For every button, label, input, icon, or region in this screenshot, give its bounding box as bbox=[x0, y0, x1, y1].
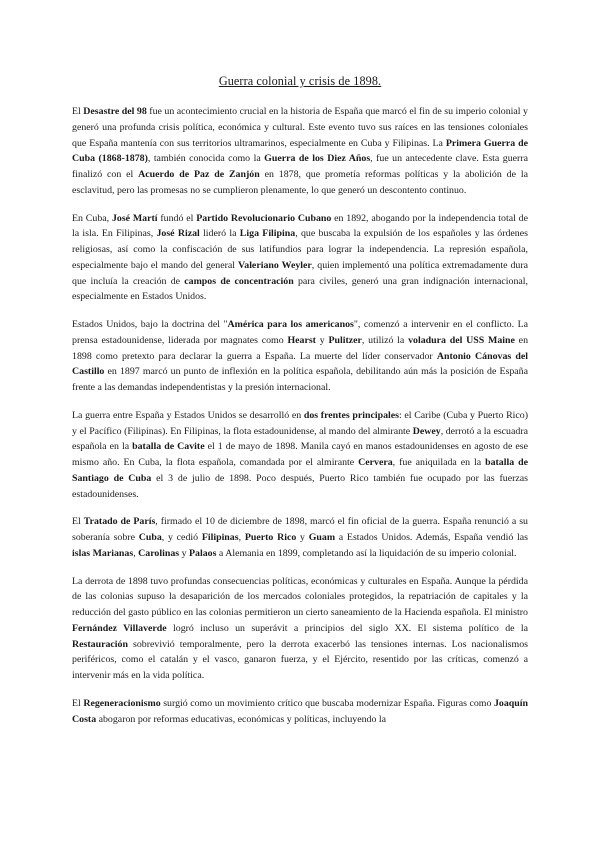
text-run: El bbox=[72, 697, 84, 709]
bold-term: Puerto Rico bbox=[244, 532, 297, 543]
bold-term: dos frentes principales bbox=[303, 409, 399, 421]
text-run: para civiles, generó una gran indignación internacional, especialmente en Estados Unidos. bbox=[72, 275, 528, 303]
text-run: a Estados Unidos. Además, España vendió las bbox=[335, 532, 529, 543]
bold-term: Guam bbox=[308, 532, 336, 543]
text-run: : el Caribe (Cuba y Puerto Rico) y el Pacífico (Filipinas). En Filipinas, la flota estadounidense, al mando del almirante bbox=[72, 409, 529, 437]
text-run: en 1898 como pretexto para declarar la guerra a España. La muerte del líder conservador bbox=[72, 334, 529, 362]
text-run: La guerra entre España y Estados Unidos se desarrolló en bbox=[72, 409, 304, 421]
bold-term: Tratado de París bbox=[83, 516, 156, 528]
bold-term: Cuba bbox=[138, 532, 162, 543]
bold-term: Filipinas bbox=[201, 532, 239, 543]
paragraph-5 bbox=[72, 514, 528, 561]
text-run: En Cuba, bbox=[72, 212, 112, 224]
bold-term: campos de concentración bbox=[184, 275, 294, 287]
page-title: Guerra colonial y crisis de 1898. bbox=[218, 74, 382, 88]
bold-term: Palaos bbox=[188, 547, 217, 559]
text-run: surgió como un movimiento crítico que buscaba modernizar España. Figuras como bbox=[160, 697, 494, 709]
bold-term: Regeneracionismo bbox=[83, 697, 161, 709]
text-run: , y cedió bbox=[161, 532, 202, 543]
text-run: , utilizó la bbox=[361, 334, 409, 346]
paragraph-4 bbox=[72, 408, 528, 503]
text-run: y bbox=[315, 334, 329, 346]
bold-term: América para los americanos bbox=[227, 319, 354, 330]
bold-term: Partido Revolucionario Cubano bbox=[196, 212, 332, 224]
text-run: fundó el bbox=[157, 212, 197, 224]
bold-term: Acuerdo de Paz de Zanjón bbox=[138, 169, 260, 180]
text-run: abogaron por reformas educativas, económicas y políticas, incluyendo la bbox=[96, 713, 386, 725]
paragraph-7 bbox=[72, 696, 528, 728]
text-run: ", comenzó a intervenir en el conflicto. La prensa estadounidense, liderada por magnates como bbox=[72, 319, 529, 346]
text-run: en 1878, que prometía reformas políticas y la abolición de la esclavitud, pero las promesas no se cumplieron plenamente, lo que generó un descontento continuo. bbox=[72, 169, 528, 196]
text-run: , fue aniquilada en la bbox=[392, 457, 486, 468]
paragraph-1 bbox=[72, 104, 528, 199]
text-run: , quien implementó una política extremadamente dura que incluía la creación de bbox=[72, 259, 529, 287]
bold-term: Primera Guerra de Cuba (1868-1878) bbox=[72, 137, 528, 165]
bold-term: Liga Filipina bbox=[239, 228, 296, 240]
text-run: el 3 de julio de 1898. Poco después, Puerto Rico también fue ocupado por las fuerzas estadounidenses. bbox=[72, 472, 528, 500]
bold-term: Joaquín Costa bbox=[72, 697, 528, 725]
text-run: El bbox=[72, 516, 84, 528]
text-run: logró incluso un superávit a principios del siglo XX. El sistema político de la bbox=[166, 622, 528, 634]
bold-term: Pulitzer bbox=[328, 334, 362, 346]
text-run: en 1892, abogando por la independencia total de la isla. En Filipinas, bbox=[72, 212, 529, 240]
text-run: en 1897 marcó un punto de inflexión en la política española, debilitando aún más la posición de España frente a las demandas independentistas y la presión internacional. bbox=[72, 366, 528, 393]
bold-term: Valeriano Weyler bbox=[238, 259, 312, 271]
text-run: , bbox=[238, 532, 245, 543]
paragraph-2 bbox=[72, 211, 528, 306]
text-run: , también conocida como la bbox=[147, 153, 265, 165]
text-run: fue un acontecimiento crucial en la historia de España que marcó el fin de su imperio colonial y generó una profunda crisis política, económica y cultural. Este evento tuvo sus raíces en las tensiones coloniales que España mantenía con sus territorios ultramarinos, especialmente en Cuba y Filipinas. La bbox=[72, 106, 528, 149]
text-run: , derrotó a la escuadra española en la bbox=[72, 425, 528, 453]
text-run: lideró la bbox=[199, 228, 240, 240]
bold-term: Dewey bbox=[412, 425, 441, 437]
document-body bbox=[72, 104, 528, 739]
text-run: y bbox=[179, 547, 189, 559]
bold-term: Cervera bbox=[358, 457, 393, 468]
bold-term: batalla de Santiago de Cuba bbox=[72, 457, 528, 484]
bold-term: Desastre del 98 bbox=[83, 106, 147, 117]
bold-term: batalla de Cavite bbox=[132, 441, 205, 453]
bold-term: José Martí bbox=[111, 212, 158, 224]
text-run: , que buscaba la expulsión de los españoles y las órdenes religiosas, así como la confiscación de sus latifundios para lograr la independencia. La represión española, especialmente bajo el mando del general bbox=[72, 228, 528, 271]
bold-term: Hearst bbox=[287, 334, 316, 346]
paragraph-6 bbox=[72, 574, 528, 684]
bold-term: islas Marianas bbox=[72, 547, 134, 559]
text-run: , fue un antecedente clave. Esta guerra finalizó con el bbox=[72, 153, 528, 180]
text-run: , firmado el 10 de diciembre de 1898, marcó el fin oficial de la guerra. España renunció a su soberanía sobre bbox=[72, 516, 528, 543]
text-run: Estados Unidos, bajo la doctrina del " bbox=[72, 319, 228, 330]
text-run: sobrevivió temporalmente, pero la derrota exacerbó las tensiones internas. Los nacionalismos periféricos, como el catalán y el vasco, ganaron fuerza, y el Ejército, resentido por las críticas, comenzó a intervenir más en la vida política. bbox=[72, 638, 528, 681]
bold-term: Carolinas bbox=[138, 547, 180, 559]
text-run: el 1 de mayo de 1898. Manila cayó en manos estadounidenses en agosto de ese mismo año. En Cuba, la flota española, comandada por el almirante bbox=[72, 441, 528, 468]
text-run: La derrota de 1898 tuvo profundas consecuencias políticas, económicas y culturales en España. Aunque la pérdida de las colonias supuso la desaparición de los mercados coloniales protegidos, la repatriación de capitales y la reducción del gasto público en las colonias permitieron un cierto saneamiento de la Hacienda española. El ministro bbox=[72, 575, 528, 618]
bold-term: Restauración bbox=[72, 638, 128, 650]
bold-term: Antonio Cánovas del Castillo bbox=[72, 350, 528, 378]
bold-term: José Rizal bbox=[156, 228, 200, 240]
text-run: a Alemania en 1899, completando así la liquidación de su imperio colonial. bbox=[216, 547, 517, 559]
paragraph-3 bbox=[72, 317, 528, 396]
bold-term: Fernández Villaverde bbox=[72, 622, 167, 634]
text-run: , bbox=[133, 547, 139, 559]
bold-term: voladura del USS Maine bbox=[408, 334, 515, 346]
bold-term: Guerra de los Diez Años bbox=[264, 153, 371, 165]
text-run: El bbox=[72, 106, 84, 117]
text-run: y bbox=[296, 532, 309, 543]
